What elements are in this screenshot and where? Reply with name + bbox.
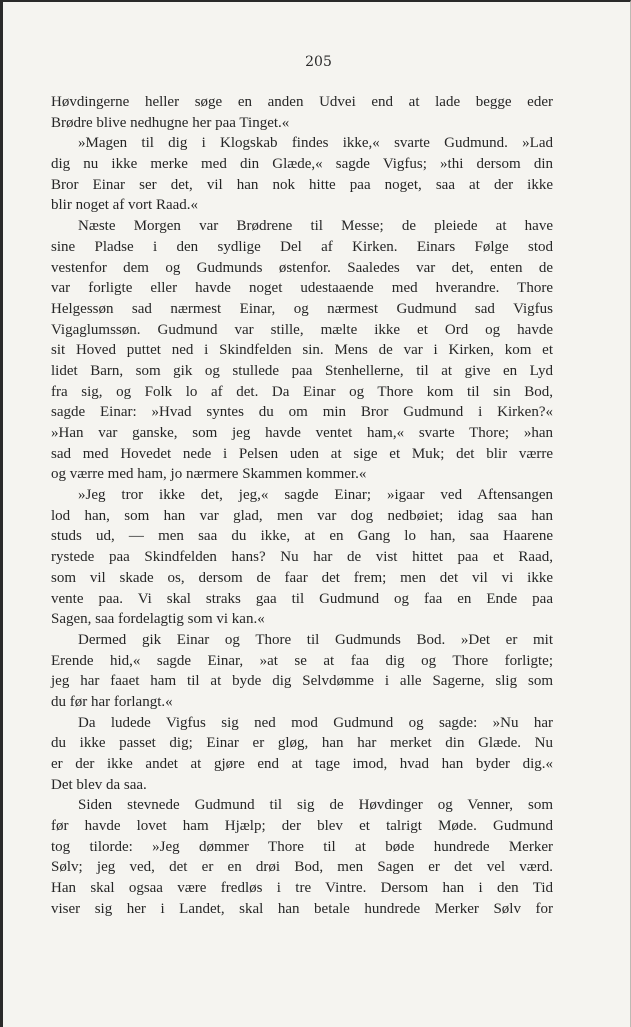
text-line: »Magen til dig i Klogskab findes ikke,« svarte Gudmund. »Lad	[78, 135, 553, 152]
text-line: fra sig, og Folk lo af det. Da Einar og Thore kom til sin Bod,	[51, 383, 553, 400]
text-line: og værre med ham, jo nærmere Skammen kommer.«	[51, 466, 367, 483]
text-line: Han skal ogsaa være fredløs i tre Vintre. Dersom han i den Tid	[51, 880, 553, 897]
text-line: sit Hoved puttet ned i Skindfelden sin. Mens de var i Kirken, kom et	[51, 342, 553, 359]
text-line: før havde lovet ham Hjælp; der blev et talrigt Møde. Gudmund	[51, 818, 553, 835]
text-line: som vil skade os, dersom de faar det frem; men det vil vi ikke	[51, 569, 553, 586]
text-line: jeg har faaet ham til at byde dig Selvdømme i alle Sagerne, slig som	[51, 673, 553, 690]
text-line: er der ikke andet at gjøre end at tage imod, hvad han byder dig.«	[51, 756, 553, 772]
text-line: Dermed gik Einar og Thore til Gudmunds Bod. »Det er mit	[78, 631, 553, 648]
text-line: studs ud, — men saa du ikke, at en Gang lo han, saa Haarene	[51, 528, 553, 545]
text-line: viser sig her i Landet, skal han betale hundrede Merker Sølv for	[51, 900, 553, 917]
text-line: Brødre blive nedhugne her paa Tinget.«	[51, 114, 290, 131]
text-line: Vigaglumssøn. Gudmund var stille, mælte ikke et Ord og havde	[51, 321, 553, 338]
text-line: du ikke passet dig; Einar er gløg, han har merket din Glæde. Nu	[51, 735, 553, 752]
text-line: sine Pladse i den sydlige Del af Kirken. Einars Følge stod	[51, 238, 553, 255]
text-line: tog tilorde: »Jeg dømmer Thore til at bøde hundrede Merker	[51, 838, 553, 855]
text-line: »Han var ganske, som jeg havde ventet ham,« svarte Thore; »han	[51, 425, 553, 441]
text-line: Da ludede Vigfus sig ned mod Gudmund og sagde: »Nu har	[78, 714, 553, 731]
text-line: »Jeg tror ikke det, jeg,« sagde Einar; »igaar ved Aftensangen	[78, 487, 553, 504]
text-line: lod han, som han var glad, men var dog nedbøiet; idag saa han	[51, 507, 553, 524]
text-line: Siden stevnede Gudmund til sig de Høvdinger og Venner, som	[78, 797, 553, 814]
text-line: Sagen, saa fordelagtig som vi kan.«	[51, 611, 265, 628]
text-line: sagde Einar: »Hvad syntes du om min Bror Gudmund i Kirken?«	[51, 404, 553, 421]
text-line: blir noget af vort Raad.«	[51, 197, 199, 214]
text-line: vestenfor dem og Gudmunds østenfor. Saaledes var det, enten de	[51, 259, 553, 276]
text-line: Høvdingerne heller søge en anden Udvei end at lade begge eder	[51, 94, 553, 110]
text-line: vente paa. Vi skal straks gaa til Gudmund og faa en Ende paa	[51, 590, 553, 607]
text-line: sad med Hovedet nede i Pelsen uden at sige et Muk; det blir værre	[51, 445, 553, 462]
text-line: Sølv; jeg ved, det er en drøi Bod, men Sagen er det vel værd.	[51, 859, 553, 876]
body-text	[51, 92, 553, 920]
text-line: rystede paa Skindfelden hans? Nu har de vist hittet paa et Raad,	[51, 549, 553, 566]
text-line: Bror Einar ser det, vil han nok hitte paa noget, saa at der ikke	[51, 176, 553, 193]
page-number: 205	[305, 54, 332, 70]
text-line: du før har forlangt.«	[51, 693, 173, 710]
text-line: Erende hid,« sagde Einar, »at se at faa dig og Thore forligte;	[51, 652, 553, 669]
text-line: Helgessøn sad nærmest Einar, og nærmest Gudmund sad Vigfus	[51, 300, 553, 317]
text-line: Næste Morgen var Brødrene til Messe; de pleiede at have	[78, 218, 553, 235]
text-line: dig nu ikke merke med din Glæde,« sagde Vigfus; »thi dersom din	[51, 156, 553, 173]
text-line: Det blev da saa.	[51, 776, 147, 793]
text-line: lidet Barn, som gik og stullede paa Stenhellerne, til at give en Lyd	[51, 362, 553, 379]
text-line: var forligte eller havde noget udestaaende med hverandre. Thore	[51, 280, 553, 297]
